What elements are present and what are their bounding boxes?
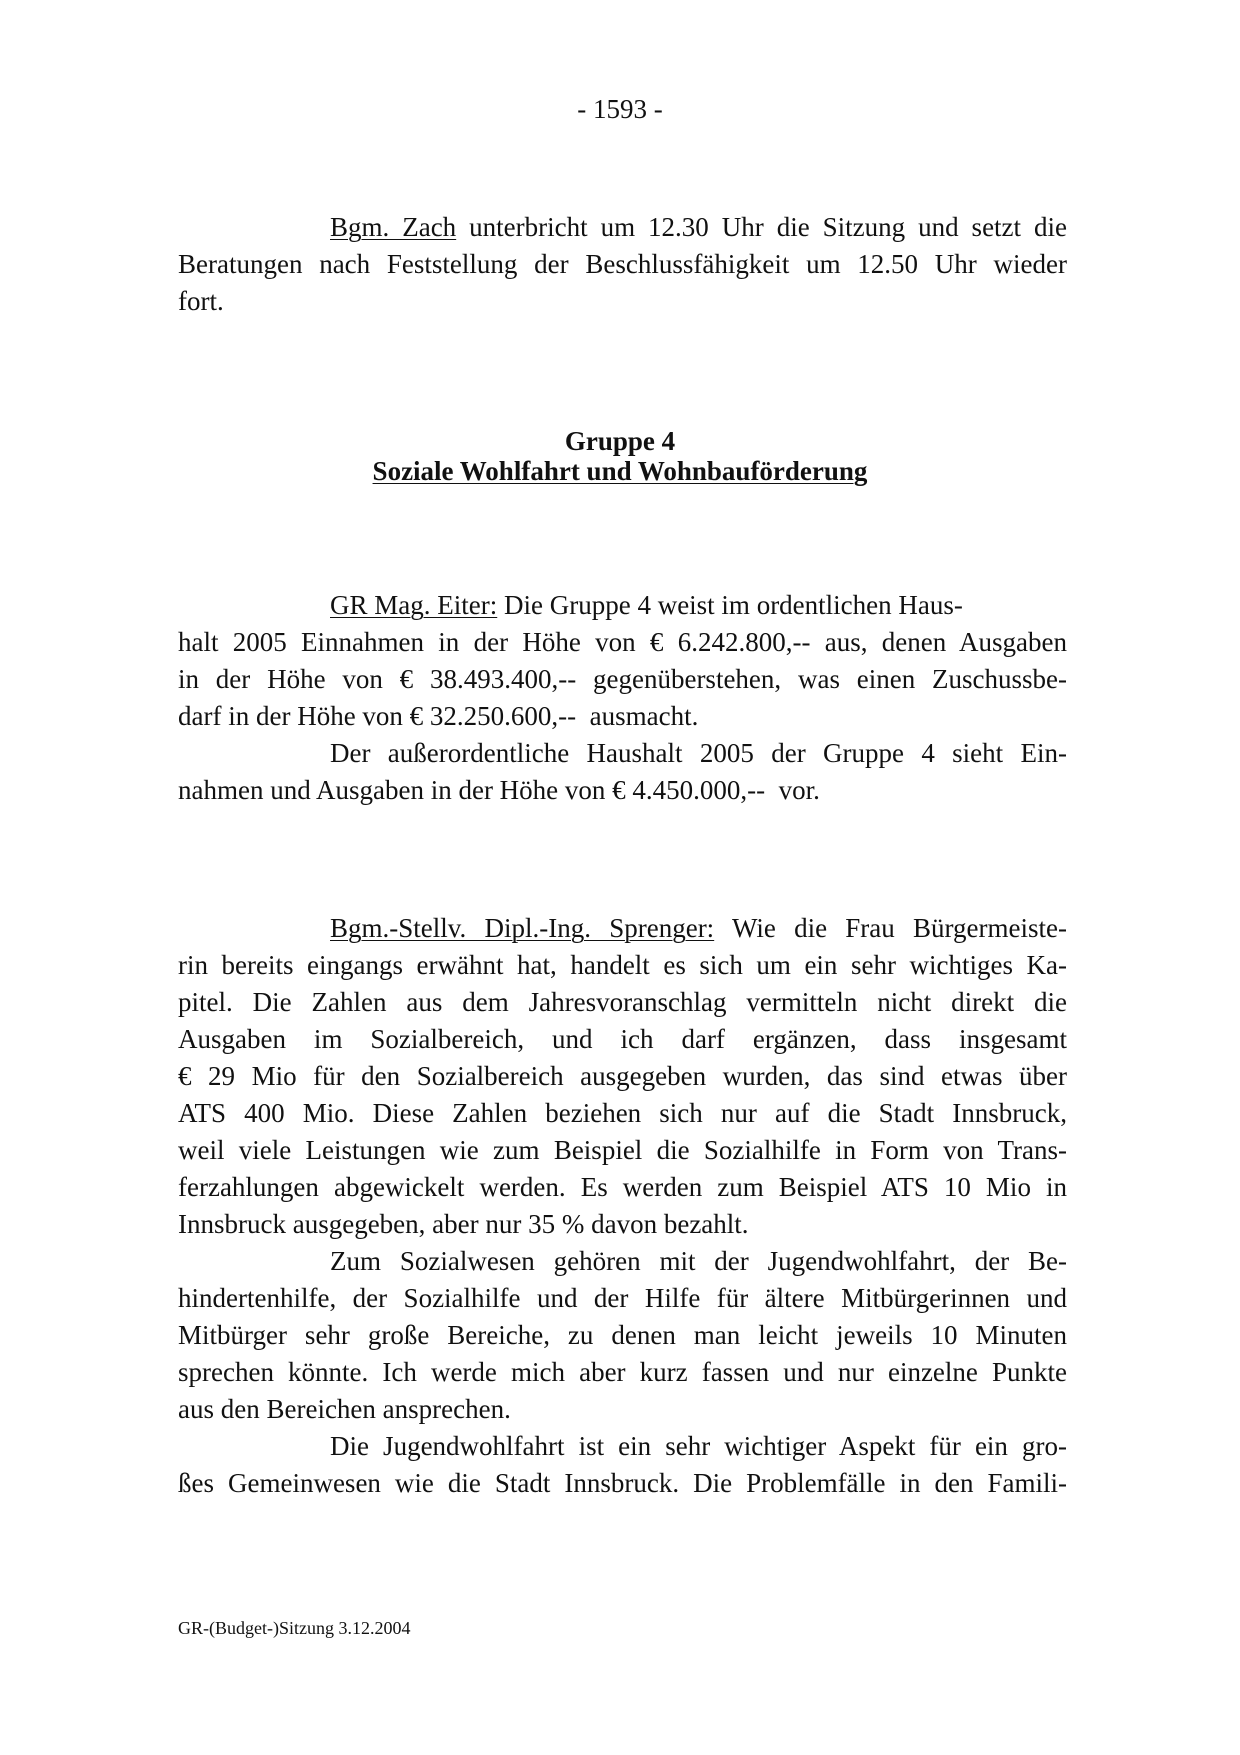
page-number: - 1593 - <box>577 94 663 124</box>
paragraph-sprenger <box>178 910 1067 1502</box>
text-line: Beratungen nach Feststellung der Beschlussfähigkeit um 12.50 Uhr wieder <box>178 249 1067 279</box>
text-line: halt 2005 Einnahmen in der Höhe von € 6.242.800,-- aus, denen Ausgaben <box>178 627 1067 657</box>
text-line: darf in der Höhe von € 32.250.600,-- ausmacht. <box>178 701 699 731</box>
text-line: sprechen könnte. Ich werde mich aber kurz fassen und nur einzelne Punkte <box>178 1357 1067 1387</box>
text-line: Bgm. Zach unterbricht um 12.30 Uhr die Sitzung und setzt die <box>330 212 1067 242</box>
page-footer: GR-(Budget-)Sitzung 3.12.2004 <box>178 1618 411 1638</box>
text-line: pitel. Die Zahlen aus dem Jahresvoranschlag vermitteln nicht direkt die <box>178 987 1067 1017</box>
text-line: Ausgaben im Sozialbereich, und ich darf ergänzen, dass insgesamt <box>178 1024 1067 1054</box>
paragraph-bgm-zach <box>178 209 1067 320</box>
text-line: weil viele Leistungen wie zum Beispiel die Sozialhilfe in Form von Trans- <box>178 1135 1067 1165</box>
text-line: rin bereits eingangs erwähnt hat, handelt es sich um ein sehr wichtiges Ka- <box>178 950 1067 980</box>
text-line: Die Jugendwohlfahrt ist ein sehr wichtiger Aspekt für ein gro- <box>330 1431 1067 1461</box>
speaker-name: Bgm. Zach <box>330 212 457 242</box>
text-line: Bgm.-Stellv. Dipl.-Ing. Sprenger: Wie die Frau Bürgermeiste- <box>330 913 1067 943</box>
paragraph-gr-eiter <box>178 587 1067 809</box>
text-line: € 29 Mio für den Sozialbereich ausgegeben wurden, das sind etwas über <box>178 1061 1067 1091</box>
text-line: in der Höhe von € 38.493.400,-- gegenüberstehen, was einen Zuschussbe- <box>178 664 1067 694</box>
text-line: Der außerordentliche Haushalt 2005 der Gruppe 4 sieht Ein- <box>330 738 1067 768</box>
speaker-name: Bgm.-Stellv. Dipl.-Ing. Sprenger: <box>330 913 715 943</box>
text-line: ferzahlungen abgewickelt werden. Es werden zum Beispiel ATS 10 Mio in <box>178 1172 1067 1202</box>
text-line: nahmen und Ausgaben in der Höhe von € 4.450.000,-- vor. <box>178 775 820 805</box>
text-line: aus den Bereichen ansprechen. <box>178 1394 511 1424</box>
heading-group: Gruppe 4 <box>564 426 676 456</box>
text-line: GR Mag. Eiter: Die Gruppe 4 weist im ordentlichen Haus- <box>330 590 963 620</box>
section-heading <box>0 426 1240 486</box>
text-line: hindertenhilfe, der Sozialhilfe und der Hilfe für ältere Mitbürgerinnen und <box>178 1283 1067 1313</box>
text-line: ßes Gemeinwesen wie die Stadt Innsbruck. Die Problemfälle in den Famili- <box>178 1468 1067 1498</box>
text-line: ATS 400 Mio. Diese Zahlen beziehen sich nur auf die Stadt Innsbruck, <box>178 1098 1067 1128</box>
text-line: fort. <box>178 286 224 316</box>
heading-title: Soziale Wohlfahrt und Wohnbauförderung <box>372 456 868 486</box>
speaker-name: GR Mag. Eiter: <box>330 590 498 620</box>
text-line: Innsbruck ausgegeben, aber nur 35 % davon bezahlt. <box>178 1209 749 1239</box>
text-line: Zum Sozialwesen gehören mit der Jugendwohlfahrt, der Be- <box>330 1246 1067 1276</box>
text-line: Mitbürger sehr große Bereiche, zu denen man leicht jeweils 10 Minuten <box>178 1320 1067 1350</box>
